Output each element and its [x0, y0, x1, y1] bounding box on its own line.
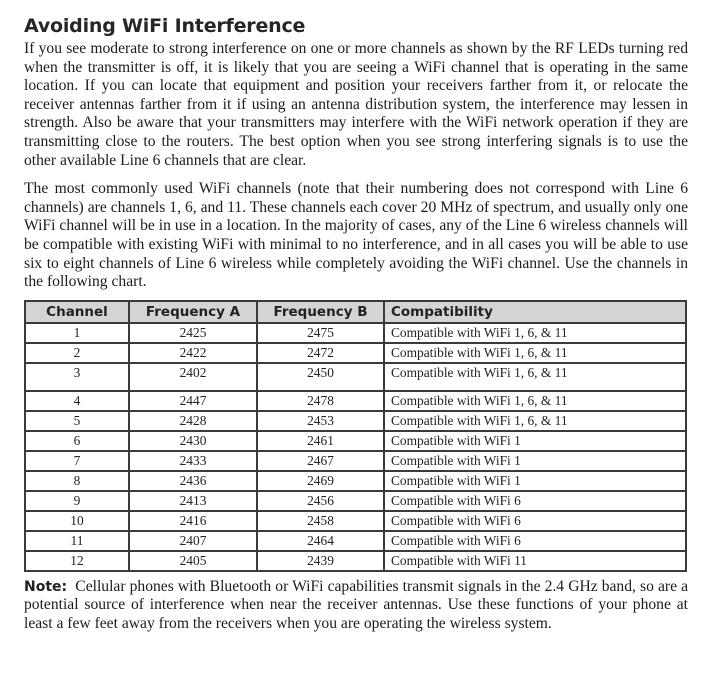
table-row	[25, 491, 686, 511]
cell-channel: 4	[25, 391, 129, 411]
intro-paragraph: If you see moderate to strong interference on one or more channels as shown by the RF LEDs turning red when the transmitter is off, it is likely that you are seeing a WiFi channel that is operating in the same location. If you can locate that equipment and position your receivers farther from it, or relocate the receiver antennas farther from it if using an antenna distribution system, the interference may lessen in strength. Also be aware that your transmitters may interfere with the WiFi network operation if they are transmitting close to the routers. The best option when you see strong interfering signals is to use the other available Line 6 channels that are clear.	[24, 40, 688, 169]
cell-frequency-b: 2439	[257, 551, 384, 571]
cell-channel: 12	[25, 551, 129, 571]
cell-channel: 11	[25, 531, 129, 551]
cell-compatibility: Compatible with WiFi 1, 6, & 11	[384, 343, 686, 363]
cell-frequency-a: 2430	[129, 431, 257, 451]
cell-frequency-a: 2447	[129, 391, 257, 411]
cell-frequency-b: 2475	[257, 323, 384, 343]
table-row	[25, 511, 686, 531]
cell-frequency-a: 2402	[129, 363, 257, 391]
cell-frequency-a: 2405	[129, 551, 257, 571]
cell-compatibility: Compatible with WiFi 1, 6, & 11	[384, 391, 686, 411]
header-channel: Channel	[25, 301, 129, 323]
cell-frequency-a: 2416	[129, 511, 257, 531]
table-row	[25, 343, 686, 363]
cell-compatibility: Compatible with WiFi 1, 6, & 11	[384, 363, 686, 391]
header-compatibility: Compatibility	[384, 301, 686, 323]
cell-channel: 5	[25, 411, 129, 431]
cell-frequency-b: 2472	[257, 343, 384, 363]
cell-frequency-a: 2425	[129, 323, 257, 343]
cell-channel: 6	[25, 431, 129, 451]
cell-channel: 3	[25, 363, 129, 391]
cell-frequency-b: 2450	[257, 363, 384, 391]
cell-compatibility: Compatible with WiFi 6	[384, 531, 686, 551]
cell-compatibility: Compatible with WiFi 1, 6, & 11	[384, 411, 686, 431]
cell-channel: 1	[25, 323, 129, 343]
cell-frequency-b: 2469	[257, 471, 384, 491]
cell-channel: 10	[25, 511, 129, 531]
document-page	[24, 14, 688, 634]
table-row	[25, 411, 686, 431]
header-frequency-b: Frequency B	[257, 301, 384, 323]
cell-channel: 8	[25, 471, 129, 491]
cell-compatibility: Compatible with WiFi 1	[384, 431, 686, 451]
table-header-row	[25, 301, 686, 323]
cell-frequency-b: 2453	[257, 411, 384, 431]
table-row	[25, 471, 686, 491]
cell-frequency-a: 2407	[129, 531, 257, 551]
cell-compatibility: Compatible with WiFi 6	[384, 491, 686, 511]
note-label: Note:	[24, 578, 68, 595]
wifi-channels-paragraph: The most commonly used WiFi channels (note that their numbering does not correspond with Line 6 channels) are channels 1, 6, and 11. These channels each cover 20 MHz of spectrum, and usually only one WiFi channel will be in use in a location. In the majority of cases, any of the Line 6 wireless channels will be compatible with existing WiFi with minimal to no interference, and in all cases you will be able to use six to eight channels of Line 6 wireless while completely avoiding the WiFi channel. Use the channels in the following chart.	[24, 180, 688, 291]
table-body	[25, 323, 686, 571]
table-row	[25, 431, 686, 451]
cell-frequency-a: 2428	[129, 411, 257, 431]
cell-frequency-b: 2467	[257, 451, 384, 471]
cell-frequency-a: 2436	[129, 471, 257, 491]
cell-frequency-a: 2422	[129, 343, 257, 363]
table-row	[25, 323, 686, 343]
cell-frequency-b: 2478	[257, 391, 384, 411]
cell-compatibility: Compatible with WiFi 1	[384, 451, 686, 471]
table-row	[25, 451, 686, 471]
cell-compatibility: Compatible with WiFi 6	[384, 511, 686, 531]
cell-compatibility: Compatible with WiFi 1, 6, & 11	[384, 323, 686, 343]
cell-channel: 9	[25, 491, 129, 511]
cell-frequency-b: 2458	[257, 511, 384, 531]
cell-compatibility: Compatible with WiFi 1	[384, 471, 686, 491]
header-frequency-a: Frequency A	[129, 301, 257, 323]
cell-frequency-a: 2413	[129, 491, 257, 511]
table-row	[25, 363, 686, 391]
table-row	[25, 551, 686, 571]
cell-frequency-a: 2433	[129, 451, 257, 471]
cell-compatibility: Compatible with WiFi 11	[384, 551, 686, 571]
section-heading: Avoiding WiFi Interference	[24, 15, 306, 37]
cell-frequency-b: 2464	[257, 531, 384, 551]
table-row	[25, 531, 686, 551]
channel-frequency-table	[24, 300, 687, 572]
cell-frequency-b: 2461	[257, 431, 384, 451]
note-paragraph	[24, 578, 688, 634]
table-row	[25, 391, 686, 411]
note-text: Cellular phones with Bluetooth or WiFi capabilities transmit signals in the 2.4 GHz band, so are a potential source of interference when near the receiver antennas. Use these functions of your phone at least a few feet away from the receivers when you are operating the wireless system.	[24, 577, 689, 632]
cell-channel: 7	[25, 451, 129, 471]
cell-channel: 2	[25, 343, 129, 363]
cell-frequency-b: 2456	[257, 491, 384, 511]
